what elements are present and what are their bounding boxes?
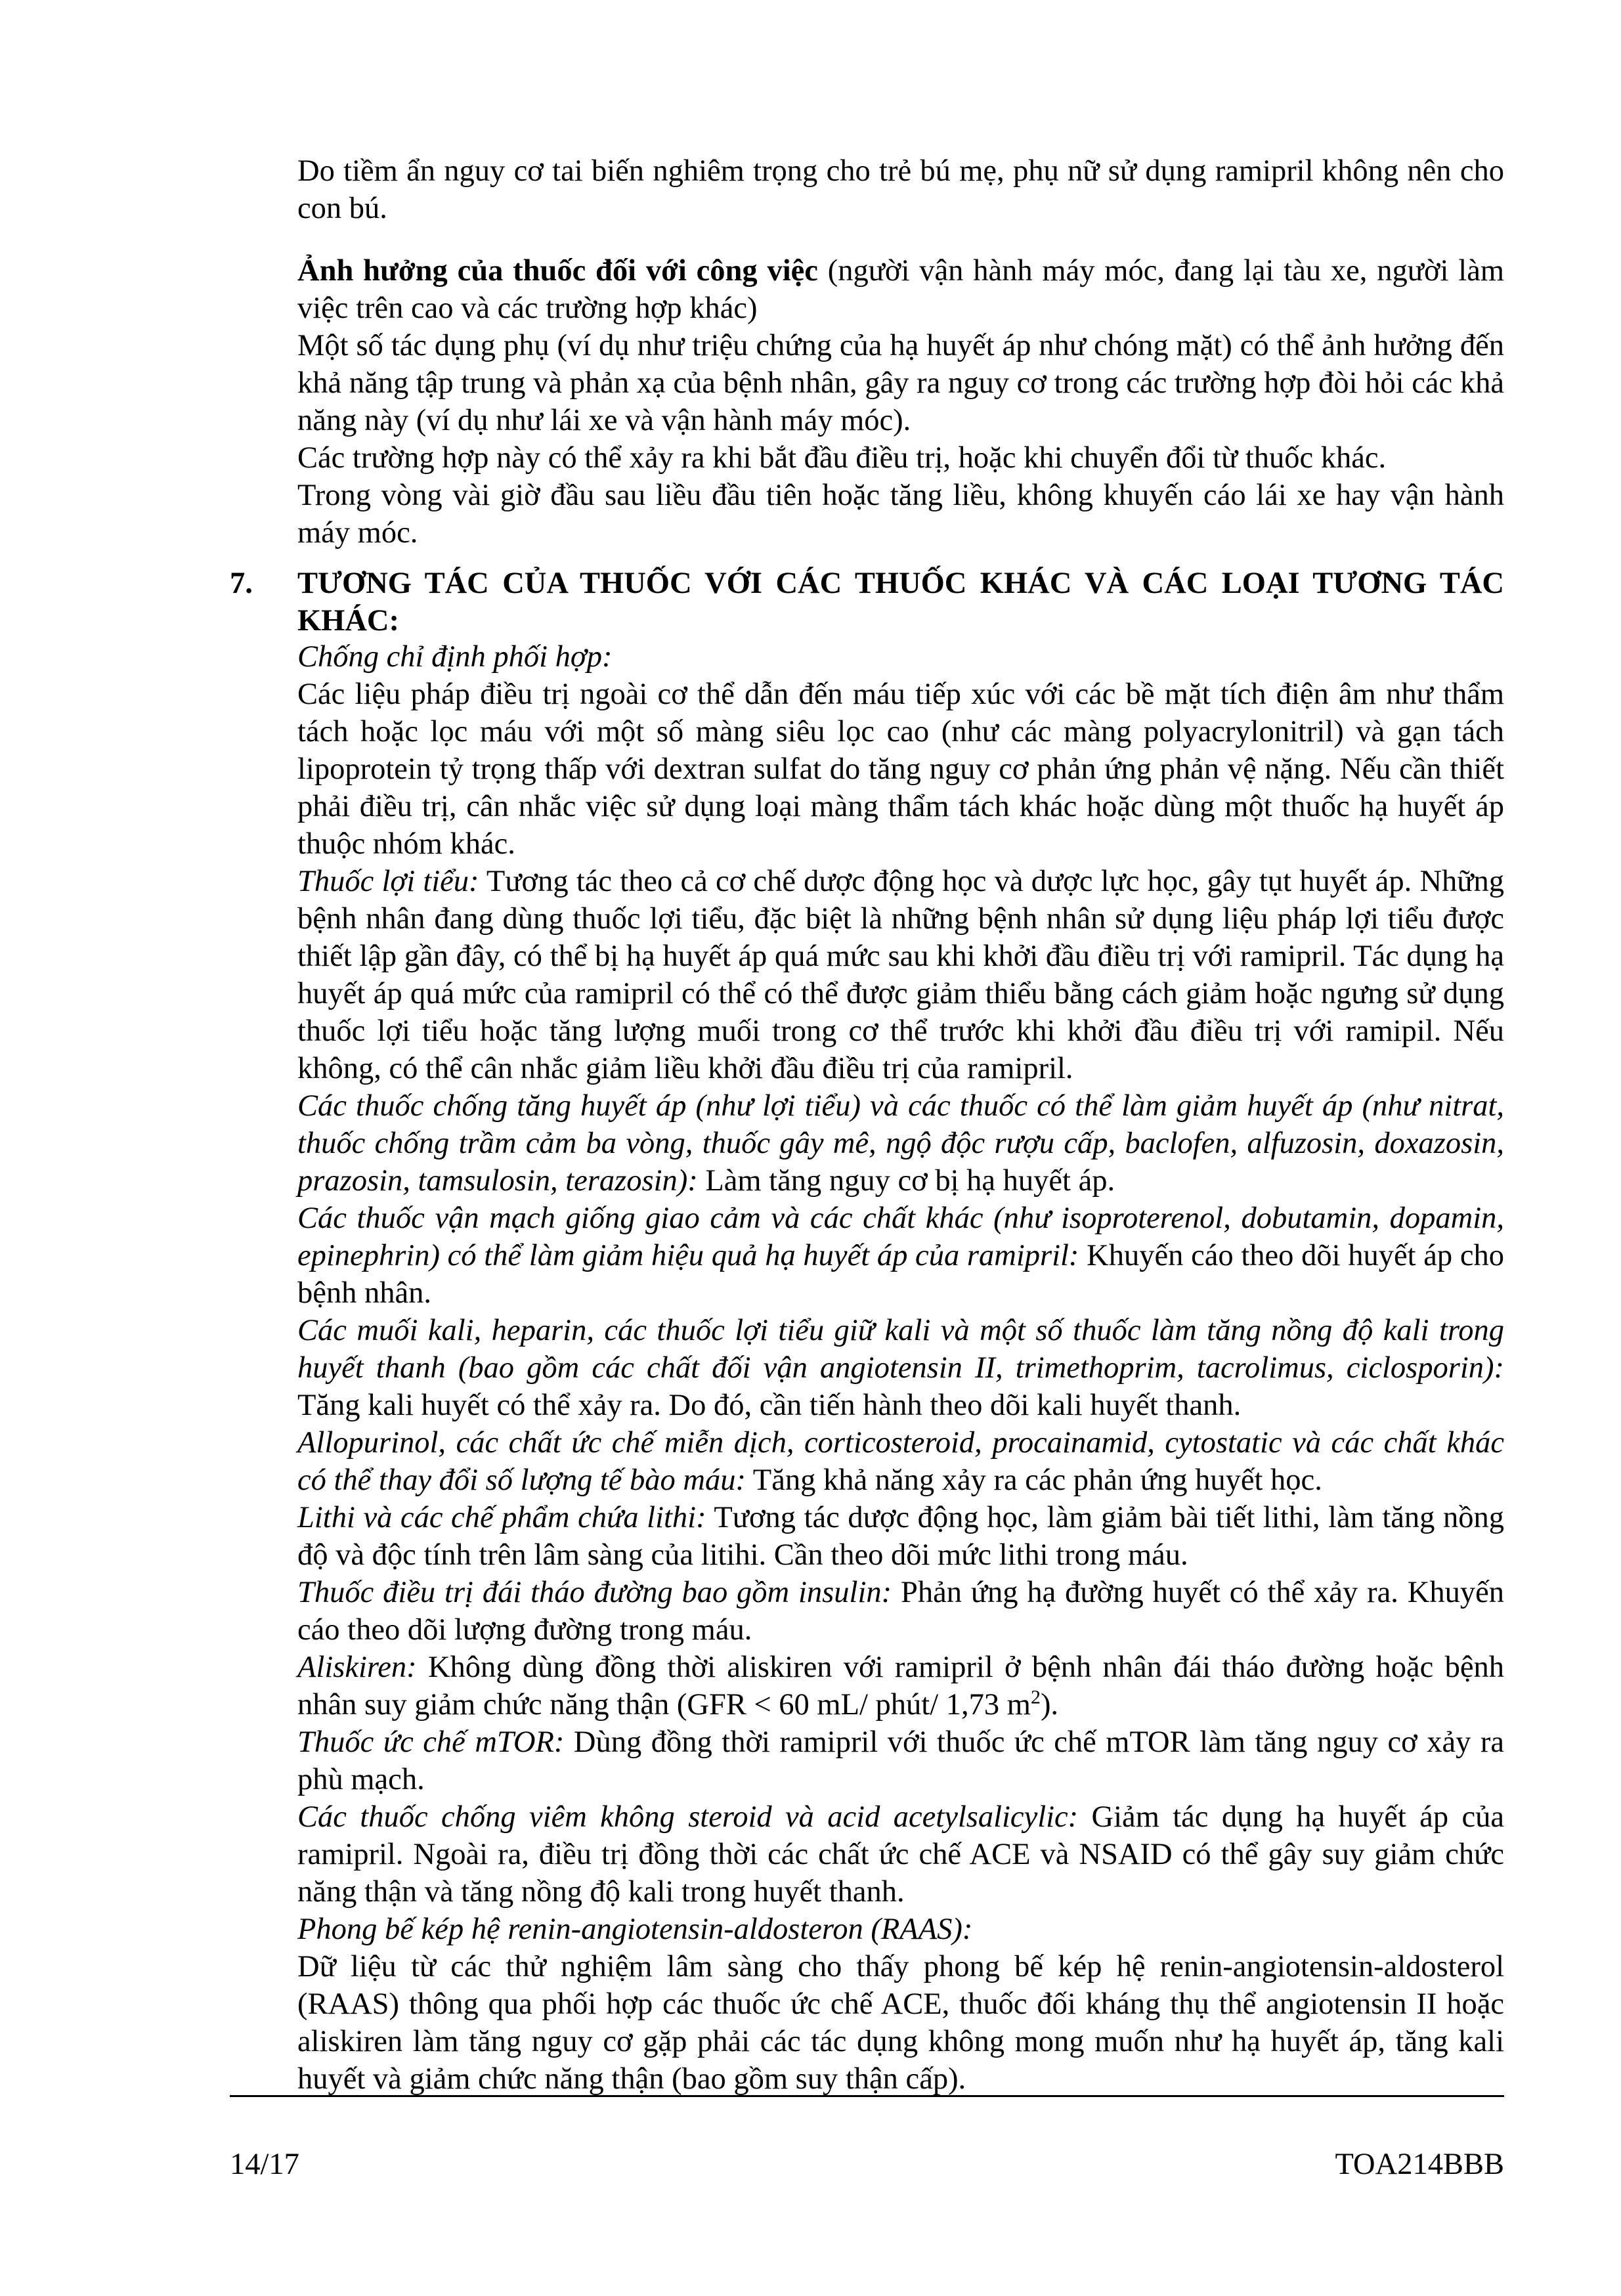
antidiabetics-text: Phản ứng hạ đường huyết có thể xảy ra. Khuyến cáo theo dõi lượng đường trong máu. [297,1576,1505,1647]
diuretics-text: Tương tác theo cả cơ chế dược động học và dược lực học, gây tụt huyết áp. Những bệnh nhân đang dùng thuốc lợi tiểu, đặc biệt là những bệnh nhân sử dụng liệu pháp lợi tiểu được thiết lập gần đây, có thể bị hạ huyết áp quá mức sau khi khởi đầu điều trị với ramipril. Tác dụng hạ huyết áp quá mức của ramipril có thể có thể được giảm thiểu bằng cách giảm hoặc ngưng sử dụng thuốc lợi tiểu hoặc tăng lượng muối trong cơ thể trước khi khởi đầu điều trị với ramipil. Nếu không, có thể cân nhắc giảm liều khởi đầu điều trị của ramipril. [297,865,1504,1085]
aliskiren-end: ). [1040,1688,1059,1722]
aliskiren-label: Aliskiren: [297,1651,417,1684]
aliskiren-paragraph [297,1649,1504,1723]
contraindicated-heading [297,638,1504,676]
diuretics-label: Thuốc lợi tiểu: [297,865,479,898]
potassium-paragraph [297,1312,1504,1424]
breastfeeding-text: Do tiềm ẩn nguy cơ tai biến nghiêm trọng cho trẻ bú mẹ, phụ nữ sử dụng ramipril không nên cho con bú. [297,154,1504,225]
driving-paragraph-2: Các trường hợp này có thể xảy ra khi bắt đầu điều trị, hoặc khi chuyển đổi từ thuốc khác. [297,441,1387,475]
driving-paragraph-3: Trong vòng vài giờ đầu sau liều đầu tiên hoặc tăng liều, không khuyến cáo lái xe hay vận hành máy móc. [297,479,1504,550]
driving-paragraph-1: Một số tác dụng phụ (ví dụ như triệu chứng của hạ huyết áp như chóng mặt) có thể ảnh hưởng đến khả năng tập trung và phản xạ của bệnh nhân, gây ra nguy cơ trong các trường hợp đòi hỏi các khả năng này (ví dụ như lái xe và vận hành máy móc). [297,329,1504,437]
raas-heading-text: Phong bế kép hệ renin-angiotensin-aldosteron (RAAS): [297,1913,973,1946]
potassium-label: Các muối kali, heparin, các thuốc lợi tiểu giữ kali và một số thuốc làm tăng nồng độ kali trong huyết thanh (bao gồm các chất đối vận angiotensin II, trimethoprim, tacrolimus, ciclosporin): [297,1314,1504,1385]
antihypertensives-label: Các thuốc chống tăng huyết áp (như lợi tiểu) và các thuốc có thể làm giảm huyết áp (như nitrat, thuốc chống trầm cảm ba vòng, thuốc gây mê, ngộ độc rượu cấp, baclofen, alfuzosin, doxazosin, prazosin, tamsulosin, terazosin): [297,1089,1504,1198]
mtor-text: Dùng đồng thời ramipril với thuốc ức chế mTOR làm tăng nguy cơ xảy ra phù mạch. [297,1725,1504,1796]
section-body [297,638,1504,2098]
page-number: 14/17 [230,2148,299,2181]
nsaid-label: Các thuốc chống viêm không steroid và acid acetylsalicylic: [297,1800,1079,1834]
antihypertensives-text: Làm tăng nguy cơ bị hạ huyết áp. [697,1164,1115,1198]
nsaid-text: Giảm tác dụng hạ huyết áp của ramipril. Ngoài ra, điều trị đồng thời các chất ức chế ACE và NSAID có thể gây suy giảm chức năng thận và tăng nồng độ kali trong huyết thanh. [297,1800,1504,1909]
allopurinol-text: Tăng khả năng xảy ra các phản ứng huyết học. [746,1463,1322,1497]
lithium-paragraph [297,1499,1504,1574]
aliskiren-superscript: 2 [1030,1686,1041,1708]
section-number: 7. [230,567,253,600]
breastfeeding-paragraph [297,152,1504,227]
raas-paragraph: Dữ liệu từ các thử nghiệm lâm sàng cho thấy phong bế kép hệ renin-angiotensin-aldosterol (RAAS) thông qua phối hợp các thuốc ức chế ACE, thuốc đối kháng thụ thể angiotensin II hoặc aliskiren làm tăng nguy cơ gặp phải các tác dụng không mong muốn như hạ huyết áp, tăng kali huyết và giảm chức năng thận (bao gồm suy thận cấp). [297,1950,1504,2096]
aliskiren-text: Không dùng đồng thời aliskiren với ramipril ở bệnh nhân đái tháo đường hoặc bệnh nhân suy giảm chức năng thận (GFR < 60 mL/ phút/ 1,73 m [297,1651,1504,1722]
mtor-label: Thuốc ức chế mTOR: [297,1725,565,1759]
driving-heading-bold: Ảnh hưởng của thuốc đối với công việc [297,254,818,288]
lithium-text: Tương tác dược động học, làm giảm bài tiết lithi, làm tăng nồng độ và độc tính trên lâm sàng của litihi. Cần theo dõi mức lithi trong máu. [297,1501,1504,1572]
allopurinol-label: Allopurinol, các chất ức chế miễn dịch, corticosteroid, procainamid, cytostatic và các chất khác có thể thay đổi số lượng tế bào máu: [297,1426,1504,1497]
mtor-paragraph [297,1723,1504,1798]
vasopressors-text: Khuyến cáo theo dõi huyết áp cho bệnh nhân. [297,1239,1504,1310]
vasopressors-label: Các thuốc vận mạch giống giao cảm và các chất khác (như isoproterenol, dobutamin, dopamin, epinephrin) có thể làm giảm hiệu quả hạ huyết áp của ramipril: [297,1202,1504,1272]
raas-heading [297,1911,1504,1948]
potassium-text: Tăng kali huyết có thể xảy ra. Do đó, cần tiến hành theo dõi kali huyết thanh. [297,1389,1242,1422]
footer-divider [230,2095,1504,2097]
antidiabetics-label: Thuốc điều trị đái tháo đường bao gồm insulin: [297,1576,892,1609]
allopurinol-paragraph [297,1424,1504,1499]
nsaid-paragraph [297,1798,1504,1911]
driving-heading [297,252,1504,327]
antidiabetics-paragraph [297,1574,1504,1649]
document-code: TOA214BBB [1335,2148,1504,2181]
driving-effects-section [297,252,1504,552]
contraindicated-heading-text: Chống chỉ định phối hợp: [297,640,613,674]
lithium-label: Lithi và các chế phẩm chứa lithi: [297,1501,706,1534]
diuretics-paragraph [297,863,1504,1087]
driving-heading-rest: (người vận hành máy móc, đang lại tàu xe, người làm việc trên cao và các trường hợp khác) [297,254,1505,325]
vasopressors-paragraph [297,1200,1504,1312]
section-title: TƯƠNG TÁC CỦA THUỐC VỚI CÁC THUỐC KHÁC VÀ CÁC LOẠI TƯƠNG TÁC KHÁC: [297,567,1504,638]
contraindicated-paragraph: Các liệu pháp điều trị ngoài cơ thể dẫn đến máu tiếp xúc với các bề mặt tích điện âm như thẩm tách hoặc lọc máu với một số màng siêu lọc cao (như các màng polyacrylonitril) và gạn tách lipoprotein tỷ trọng thấp với dextran sulfat do tăng nguy cơ phản ứng phản vệ nặng. Nếu cần thiết phải điều trị, cân nhắc việc sử dụng loại màng thẩm tách khác hoặc dùng một thuốc hạ huyết áp thuộc nhóm khác. [297,678,1504,861]
antihypertensives-paragraph [297,1087,1504,1200]
